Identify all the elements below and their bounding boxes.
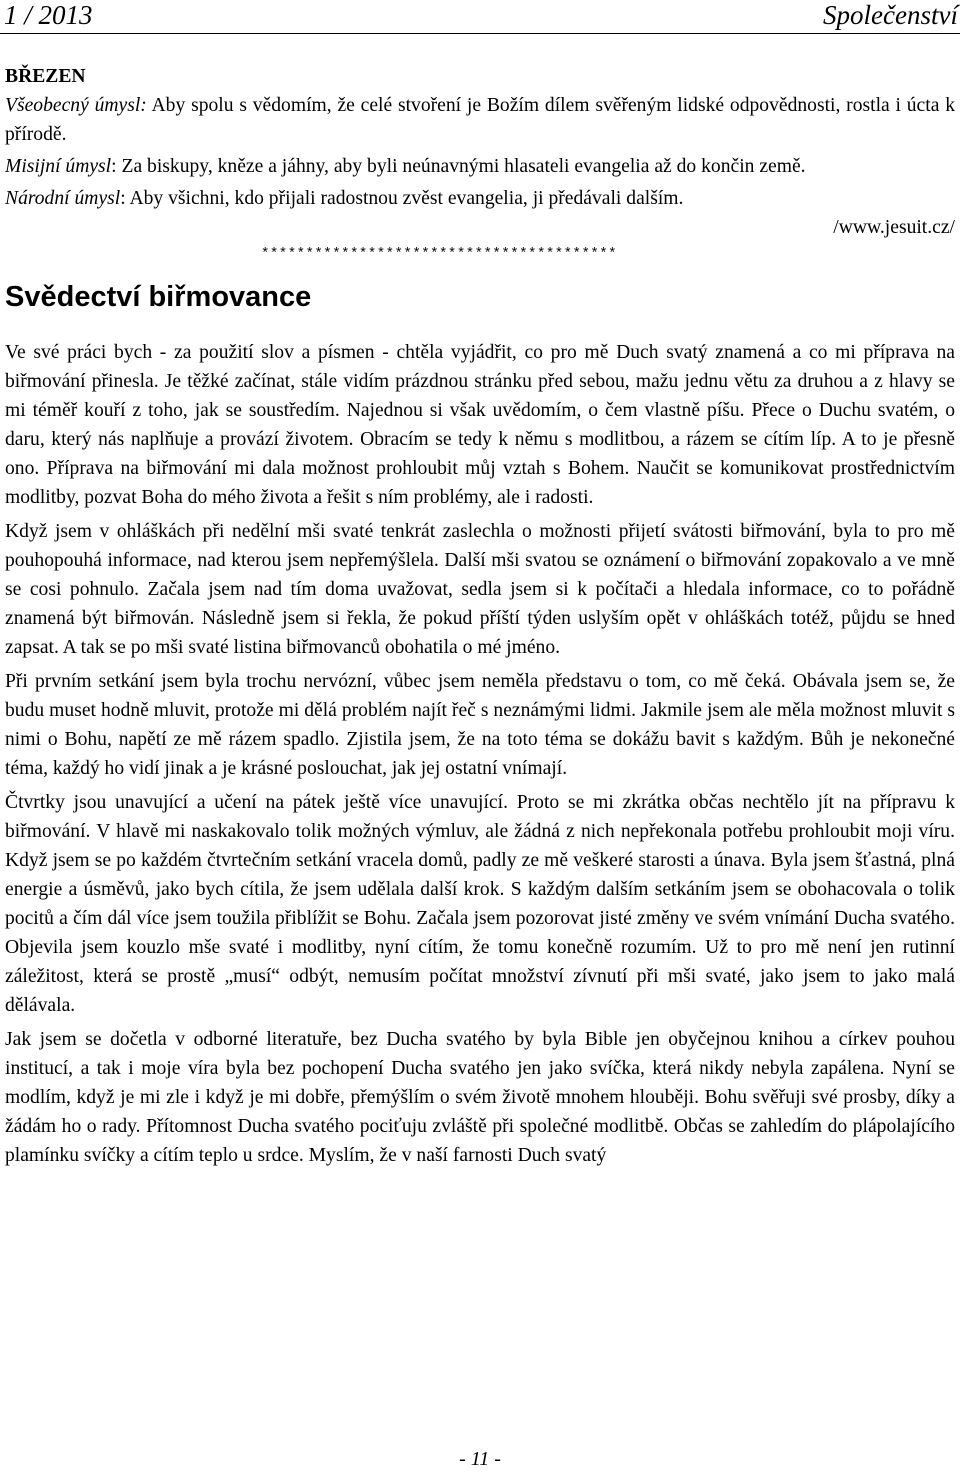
article-paragraph: Jak jsem se dočetla v odborné literatuře, bez Ducha svatého by byla Bible jen obyčejnou knihou a církev pouhou institucí, a tak i moje víra byla bez pochopení Ducha svatého jen jako svíčka, která nikdy nebyla zapálena. Nyní se modlím, když je mi zle i když je mi dobře, přemýšlím o svém životě mnohem hlouběji. Bohu svěřuji své prosby, díky a žádám ho o rady. Přítomnost Ducha svatého pociťuju zvláště při společné modlitbě. Občas se zahledím do plápolajícího plamínku svíčky a cítím teplo u srdce. Myslím, že v naší farnosti Duch svatý (5, 1029, 955, 1166)
issue-number: 1 / 2013 (4, 0, 93, 30)
article-paragraph: Když jsem v ohláškách při nedělní mši svaté tenkrát zaslechla o možnosti přijetí svátosti biřmování, byla to pro mě pouhopouhá informace, nad kterou jsem nepřemýšlela. Další mši svatou se oznámení o biřmování zopakovalo a ve mně se cosi pohnulo. Začala jsem nad tím doma uvažovat, sedla jsem si k počítači a hledala informace, co to pořádně znamená být biřmován. Následně jsem si řekla, že pokud příští týden uslyším opět v ohláškách totéž, půjdu se hned zapsat. A tak se po mši svaté listina biřmovanců obohatila o mé jméno. (5, 521, 955, 658)
article-paragraph: Čtvrtky jsou unavující a učení na pátek ještě více unavující. Proto se mi zkrátka občas nechtělo jít na přípravu k biřmování. V hlavě mi naskakovalo tolik možných výmluv, ale žádná z nich nepřekonala potřebu prohloubit moji víru. Když jsem se po každém čtvrtečním setkání vracela domů, padly ze mě veškeré starosti a únava. Byla jsem šťastná, plná energie a úsměvů, jako bych cítila, že jsem udělala další krok. S každým dalším setkáním jsem se obohacovala o tolik pocitů a čím dál více jsem toužila přiblížit se Bohu. Začala jsem pozorovat jisté změny ve svém vnímání Ducha svatého. Objevila jsem kouzlo mše svaté i modlitby, nyní cítím, že tomu konečně rozumím. Už to pro mě není jen rutinní záležitost, která se prostě „musí“ odbýt, nemusím počítat množství zívnutí při mši svaté, jako jsem to jako malá dělávala. (5, 792, 955, 1016)
section-name: Společenství (823, 0, 958, 30)
article-paragraph: Při prvním setkání jsem byla trochu nervózní, vůbec jsem neměla představu o tom, co mě čeká. Obávala jsem se, že budu muset hodně mluvit, protože mi dělá problém najít řeč s neznámými lidmi. Jakmile jsem ale měla možnost mluvit s nimi o Bohu, napětí ze mě rázem spadlo. Zjistila jsem, že na toto téma se dokážu bavit s každým. Bůh je nekonečné téma, každý ho vidí jinak a je krásné poslouchat, jak jej ostatní vnímají. (5, 671, 955, 779)
separator-stars: **************************************** (261, 246, 618, 262)
source-link: /www.jesuit.cz/ (833, 217, 955, 238)
general-intention-label: Všeobecný úmysl: (5, 95, 147, 116)
general-intention-text: Aby spolu s vědomím, že celé stvoření je Božím dílem svěřeným lidské odpovědnosti, rostla i úcta k přírodě. (5, 95, 955, 145)
article-paragraph: Ve své práci bych - za použití slov a písmen - chtěla vyjádřit, co pro mě Duch svatý znamená a co mi příprava na biřmování přinesla. Je těžké začínat, stále vidím prázdnou stránku před sebou, mažu jednu větu za druhou a z hlavy se mi téměř kouří z toho, jak se soustředím. Najednou si však uvědomím, o čem vlastně píšu. Přece o Duchu svatém, o daru, který nás naplňuje a provází životem. Obracím se tedy k němu s modlitbou, a rázem se cítím líp. A to je přesně ono. Příprava na biřmování mi dala možnost prohloubit můj vztah s Bohem. Naučit se komunikovat prostřednictvím modlitby, pozvat Boha do mého života a řešit s ním problémy, ale i radosti. (5, 342, 955, 508)
mission-intention (5, 152, 955, 181)
prayer-intentions (5, 62, 955, 242)
page-content (5, 62, 955, 1175)
month-heading: BŘEZEN (5, 66, 86, 87)
page-header (0, 0, 960, 34)
article-body (5, 338, 955, 1170)
general-intention (5, 91, 955, 149)
national-intention-text: : Aby všichni, kdo přijali radostnou zvěst evangelia, ji předávali dalším. (120, 188, 684, 209)
national-intention (5, 184, 955, 213)
mission-intention-text: : Za biskupy, kněze a jáhny, aby byli neúnavnými hlasateli evangelia až do končin země. (111, 156, 806, 177)
article-title: Svědectví biřmovance (5, 281, 312, 313)
page-number: - 11 - (459, 1448, 501, 1470)
national-intention-label: Národní úmysl (5, 188, 121, 209)
mission-intention-label: Misijní úmysl (5, 156, 112, 177)
